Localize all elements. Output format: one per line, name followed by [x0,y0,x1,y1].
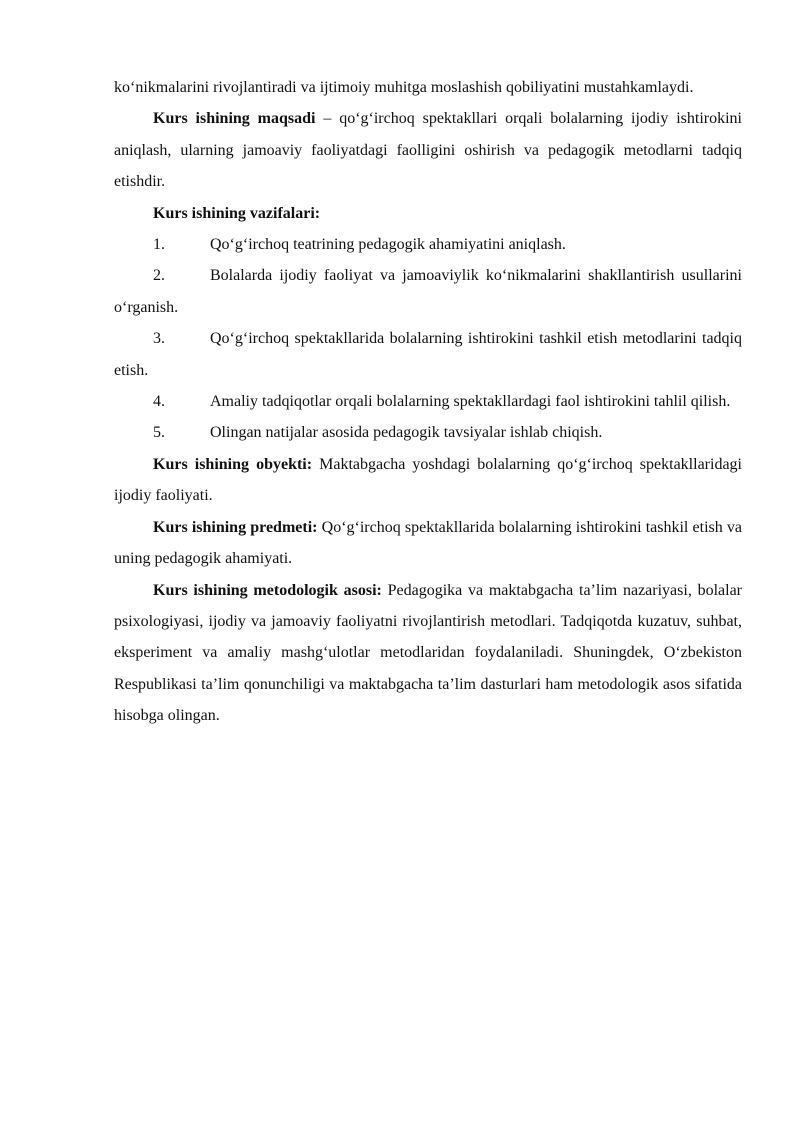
task-text: Amaliy tadqiqotlar orqali bolalarning spektakllardagi faol ishtirokini tahlil qilish. [210,393,731,411]
task-item-5 [114,417,742,448]
methodology-label: Kurs ishining metodologik asosi: [153,581,382,599]
task-number: 5. [153,424,165,442]
methodology-text: Pedagogika va maktabgacha ta’lim nazariyasi, bolalar psixologiyasi, ijodiy va jamoaviy faoliyatni rivojlantirish metodlari. Tadqiqotda kuzatuv, suhbat, eksperiment va amaliy mashg‘ulotlar metodlaridan foydalaniladi. Shuningdek, O‘zbekiston Respublikasi ta’lim qonunchiligi va maktabgacha ta’lim dasturlari ham metodologik asos sifatida hisobga olingan. [114,581,742,725]
object-text: Maktabgacha yoshdagi bolalarning qo‘g‘irchoq spektakllaridagi ijodiy faoliyati. [114,455,742,505]
task-number: 1. [153,236,165,254]
goal-label: Kurs ishining maqsadi [153,110,316,128]
task-item-2 [114,260,742,323]
task-number: 2. [153,267,165,285]
task-text: Qo‘g‘irchoq teatrining pedagogik ahamiyatini aniqlash. [210,236,566,254]
subject-paragraph [114,512,742,575]
task-item-4 [114,386,742,417]
object-label: Kurs ishining obyekti: [153,455,313,473]
task-number: 4. [153,393,165,411]
task-text: Olingan natijalar asosida pedagogik tavsiyalar ishlab chiqish. [210,424,603,442]
intro-continuation-paragraph: ko‘nikmalarini rivojlantiradi va ijtimoiy muhitga moslashish qobiliyatini mustahkamlaydi. [114,79,694,96]
document-page [114,72,742,732]
subject-text: Qo‘g‘irchoq spektakllarida bolalarning ishtirokini tashkil etish va uning pedagogik ahamiyati. [114,518,743,568]
subject-label: Kurs ishining predmeti: [153,518,318,536]
task-number: 3. [153,330,165,348]
goal-text: – qo‘g‘irchoq spektakllari orqali bolalarning ijodiy ishtirokini aniqlash, ularning jamoaviy faoliyatdagi faolligini oshirish va pedagogik metodlarni tadqiq etishdir. [114,110,742,191]
task-item-1 [114,229,742,260]
methodology-paragraph [114,575,742,732]
task-item-3 [114,323,742,386]
object-paragraph [114,449,742,512]
goal-paragraph [114,103,742,197]
task-text: Qo‘g‘irchoq spektakllarida bolalarning ishtirokini tashkil etish metodlarini tadqiq etish. [114,330,742,379]
tasks-heading: Kurs ishining vazifalari: [153,204,321,222]
task-text: Bolalarda ijodiy faoliyat va jamoaviylik ko‘nikmalarini shakllantirish usullarini o‘rganish. [114,267,742,316]
